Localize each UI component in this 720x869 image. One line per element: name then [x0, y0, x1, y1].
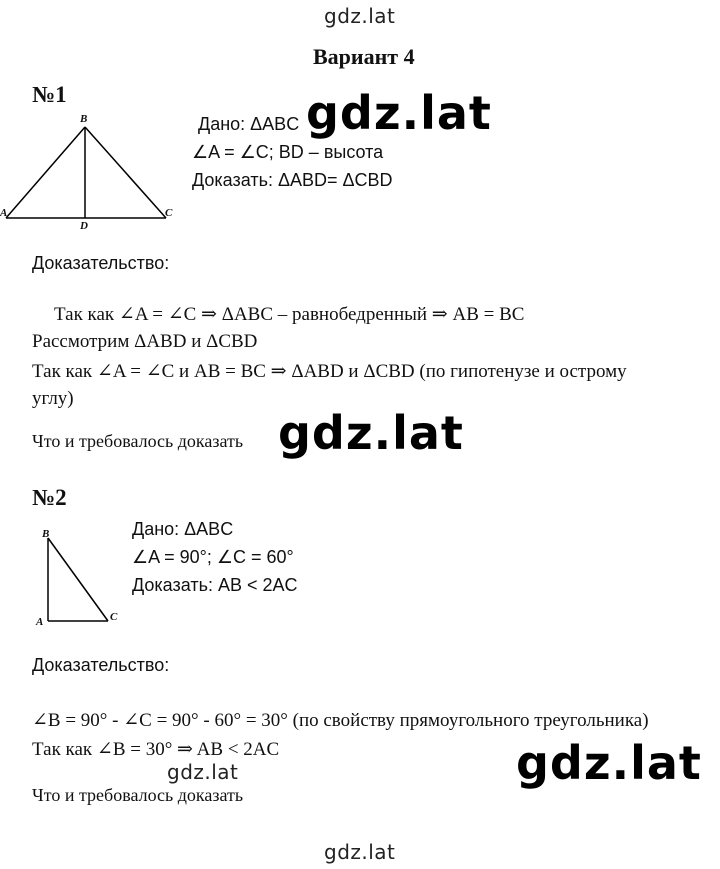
- triangle-abc-right: [48, 538, 108, 621]
- problem-2-proof-heading: Доказательство:: [32, 655, 170, 675]
- problem-1-number: №1: [32, 82, 67, 107]
- problem-2-number: №2: [32, 485, 67, 510]
- label-b-2: B: [42, 528, 50, 540]
- label-a-1: A: [0, 207, 8, 219]
- problem-1-conclusion: Что и требовалось доказать: [32, 431, 244, 451]
- watermark-big-3: gdz.lat: [516, 736, 702, 790]
- label-c-1: C: [165, 207, 173, 219]
- label-d-1: D: [80, 220, 88, 232]
- problem-2-given-2: ∠A = 90°; ∠C = 60°: [132, 547, 294, 567]
- watermark-bottom: gdz.lat: [324, 840, 396, 864]
- problem-2-given-1: Дано: ΔABC: [132, 519, 234, 539]
- problem-1-proof-line-1: Так как ∠A = ∠C ⇒ ΔABC – равнобедренный ⇒ AB = BC: [54, 304, 525, 325]
- problem-1-proof-line-4: углу): [32, 388, 74, 409]
- page-title: Вариант 4: [313, 44, 415, 69]
- label-a-2: A: [36, 616, 44, 628]
- watermark-big-1: gdz.lat: [306, 86, 492, 140]
- problem-1-proof-heading: Доказательство:: [32, 253, 170, 273]
- label-b-1: B: [80, 113, 88, 125]
- watermark-top: gdz.lat: [324, 4, 396, 28]
- problem-2-proof-line-1: ∠B = 90° - ∠C = 90° - 60° = 30° (по свойству прямоугольного треугольника): [32, 710, 649, 731]
- problem-1-given-1: Дано: ΔABC: [198, 114, 300, 134]
- problem-1-given-2: ∠A = ∠C; BD – высота: [192, 142, 384, 162]
- problem-1-given-3: Доказать: ΔABD= ΔCBD: [192, 170, 393, 190]
- problem-1-proof-line-3: Так как ∠A = ∠C и AB = BC ⇒ ΔABD и ΔCBD (по гипотенузе и острому: [32, 361, 627, 382]
- side-bc: [48, 538, 108, 621]
- watermark-big-2: gdz.lat: [278, 406, 464, 460]
- problem-2-proof-line-2: Так как ∠B = 30° ⇒ AB < 2AC: [32, 739, 280, 760]
- problem-1-proof-line-2: Рассмотрим ΔABD и ΔCBD: [32, 331, 258, 352]
- problem-2-given-3: Доказать: AB < 2AC: [132, 575, 298, 595]
- label-c-2: C: [110, 611, 118, 623]
- watermark-mid-small: gdz.lat: [167, 760, 239, 784]
- problem-2-conclusion: Что и требовалось доказать: [32, 785, 244, 805]
